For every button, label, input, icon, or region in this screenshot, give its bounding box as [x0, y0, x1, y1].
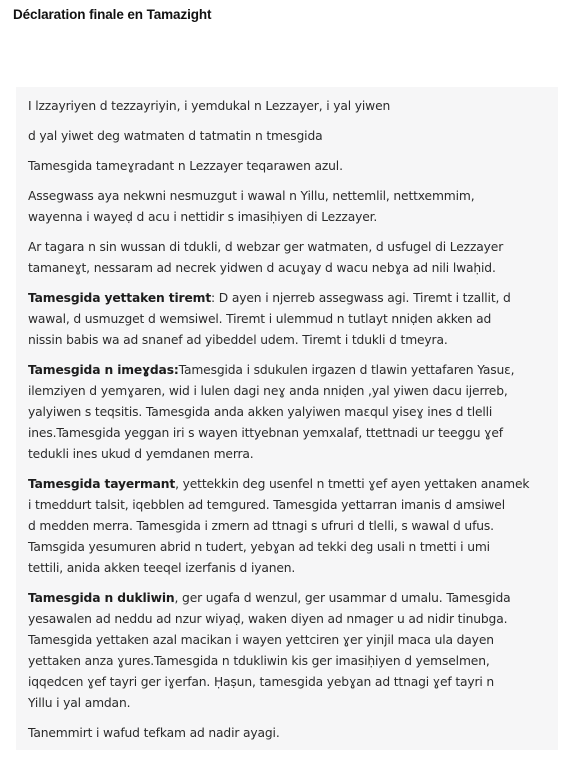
paragraph-tayermant [28, 474, 546, 579]
text-line: Tamesgida yettaken azal macikan i wayen yettciren ɣer yinjil maca ula dayen [28, 633, 494, 647]
paragraph-dukliwin [28, 588, 546, 714]
paragraph-imeydas [28, 360, 546, 465]
paragraph [28, 96, 546, 117]
text-line [28, 360, 546, 381]
paragraph [28, 126, 546, 147]
text-line-rest: Tamesgida i sdukulen irgazen d tlawin yettafaren Yasuɛ, [178, 363, 515, 377]
text-line: wawal, d usmuzget d wemsiwel. Tiremt i ulemmud n tutlayt nniḍen akken ad [28, 312, 492, 326]
text-line: Tamsgida yesumuren abrid n tudert, yebɣan ad tekki deg usali n tmetti i umi [28, 540, 490, 554]
text-line: tamaneɣt, nessaram ad necrek yidwen d acuɣay d wacu nebɣa ad nili lwaḥid. [28, 261, 496, 275]
text-line: d yal yiwet deg watmaten d tatmatin n tmesgida [28, 129, 323, 143]
text-line [28, 588, 546, 609]
declaration-text-box [16, 87, 558, 750]
paragraph-lead: Tamesgida tayermant [28, 477, 176, 491]
text-line: Tanemmirt i wafud tefkam ad nadir ayagi. [28, 726, 280, 740]
paragraph [28, 186, 546, 228]
text-line: yettaken anza ɣures.Tamesgida n tdukliwin kis ger imasiḥiyen d yemselmen, [28, 654, 490, 668]
paragraph-lead: Tamesgida yettaken tiremt [28, 291, 212, 305]
text-line-rest: , yettekkin deg usenfel n tmetti ɣef ayen yettaken anamek [175, 477, 530, 491]
text-line: yalyiwen s teqsitis. Tamesgida anda akken yalyiwen maɛqul yiseɣ ines d tlelli [28, 405, 493, 419]
paragraph [28, 156, 546, 177]
text-line: I lzzayriyen d tezzayriyin, i yemdukal n Lezzayer, i yal yiwen [28, 99, 391, 113]
text-line: ines.Tamesgida yeggan iri s wayen ittyebnan yemxalaf, ttettnadi ur teeggu ɣef [28, 426, 503, 440]
text-line: Ar tagara n sin wussan di tdukli, d webzar ger watmaten, d usfugel di Lezzayer [28, 240, 504, 254]
paragraph-lead: Tamesgida n dukliwin [28, 591, 175, 605]
paragraph-tiremt [28, 288, 546, 351]
text-line [28, 474, 546, 495]
page-title: Déclaration finale en Tamazight [13, 7, 212, 22]
text-line: d medden merra. Tamesgida i zmern ad ttnagi s ufruri d tlelli, s wawal d ufus. [28, 519, 494, 533]
text-line: wayenna i wayeḍ d acu i nettidir s imasiḥiyen di Lezzayer. [28, 210, 378, 224]
text-line: ilemziyen d yemɣaren, wid i lulen dagi neɣ anda nniḍen ,yal yiwen dacu ijerreb, [28, 384, 508, 398]
text-line-rest: , ger ugafa d wenzul, ger usammar d umalu. Tamesgida [174, 591, 511, 605]
text-line: yesawalen ad neddu ad nzur wiyaḍ, waken diyen ad nmager u ad nidir tinubga. [28, 612, 508, 626]
text-line: Assegwass aya nekwni nesmuzgut i wawal n Yillu, nettemlil, nettxemmim, [28, 189, 475, 203]
paragraph [28, 723, 546, 744]
paragraph-lead: Tamesgida n imeɣdas: [28, 363, 179, 377]
text-line: nissin babis wa ad snanef ad yibeddel udem. Tiremt i tdukli d tmeyra. [28, 333, 448, 347]
text-line: tettili, anida akken teeqel izerfanis d iyanen. [28, 561, 296, 575]
text-line: tedukli ines ukud d yemdanen merra. [28, 447, 254, 461]
text-line-rest: : D ayen i njerreb assegwass agi. Tiremt i tzallit, d [211, 291, 511, 305]
text-line: Tamesgida tameɣradant n Lezzayer teqarawen azul. [28, 159, 343, 173]
paragraph [28, 237, 546, 279]
text-line [28, 288, 546, 309]
text-line: i tmeddurt talsit, iqebblen ad temgured. Tamesgida yettarran imanis d amsiwel [28, 498, 505, 512]
text-line: iqqedcen ɣef tayri ger iɣerfan. Ḥaṣun, tamesgida yebɣan ad ttnagi ɣef tayri n [28, 675, 495, 689]
text-line: Yillu i yal amdan. [28, 696, 131, 710]
